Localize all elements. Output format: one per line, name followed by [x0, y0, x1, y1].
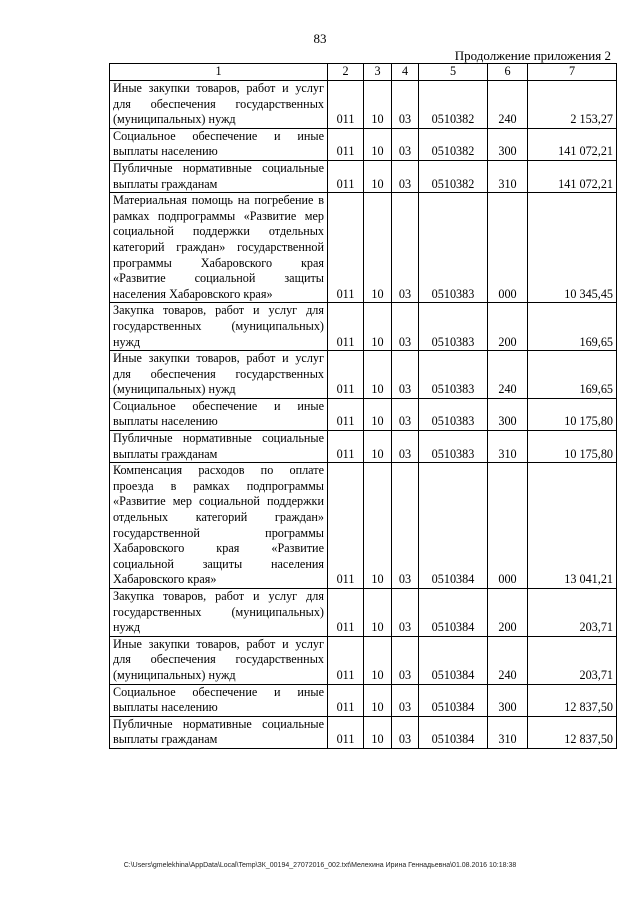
target-article-cell: 0510383 [419, 398, 488, 430]
table-row [110, 431, 617, 463]
subsection-cell: 03 [392, 351, 419, 399]
amount-cell: 10 175,80 [528, 431, 617, 463]
item-name-cell: Публичные нормативные социальные выплаты гражданам [110, 716, 328, 748]
ministry-code-cell: 011 [328, 351, 364, 399]
header-cell: 3 [364, 64, 392, 81]
file-path-footer: C:\Users\gmelekhina\AppData\Local\Temp\ЗК_00194_27072016_002.txt\Мелехина Ирина Геннадьевна\01.08.2016 10:18:38 [123, 862, 517, 869]
subsection-cell: 03 [392, 128, 419, 160]
table-row [110, 463, 617, 589]
item-name-cell: Закупка товаров, работ и услуг для государственных (муниципальных) нужд [110, 303, 328, 351]
target-article-cell: 0510384 [419, 684, 488, 716]
table-row [110, 684, 617, 716]
subsection-cell: 03 [392, 398, 419, 430]
table-row [110, 716, 617, 748]
ministry-code-cell: 011 [328, 193, 364, 303]
continuation-label: Продолжение приложения 2 [454, 48, 611, 63]
expense-type-cell: 310 [488, 431, 528, 463]
ministry-code-cell: 011 [328, 398, 364, 430]
amount-cell: 169,65 [528, 351, 617, 399]
table-row [110, 160, 617, 192]
target-article-cell: 0510382 [419, 128, 488, 160]
target-article-cell: 0510384 [419, 636, 488, 684]
amount-cell: 12 837,50 [528, 716, 617, 748]
amount-cell: 169,65 [528, 303, 617, 351]
table-row [110, 81, 617, 129]
table-row [110, 589, 617, 637]
item-name-cell: Иные закупки товаров, работ и услуг для обеспечения государственных (муниципальных) нужд [110, 636, 328, 684]
item-name-cell: Социальное обеспечение и иные выплаты населению [110, 684, 328, 716]
item-name-cell: Социальное обеспечение и иные выплаты населению [110, 398, 328, 430]
target-article-cell: 0510382 [419, 81, 488, 129]
expense-type-cell: 200 [488, 589, 528, 637]
subsection-cell: 03 [392, 463, 419, 589]
subsection-cell: 03 [392, 589, 419, 637]
budget-table [109, 63, 617, 749]
expense-type-cell: 240 [488, 81, 528, 129]
expense-type-cell: 240 [488, 351, 528, 399]
amount-cell: 2 153,27 [528, 81, 617, 129]
target-article-cell: 0510383 [419, 193, 488, 303]
item-name-cell: Иные закупки товаров, работ и услуг для обеспечения государственных (муниципальных) нужд [110, 81, 328, 129]
section-cell: 10 [364, 193, 392, 303]
subsection-cell: 03 [392, 303, 419, 351]
section-cell: 10 [364, 128, 392, 160]
amount-cell: 13 041,21 [528, 463, 617, 589]
section-cell: 10 [364, 81, 392, 129]
ministry-code-cell: 011 [328, 431, 364, 463]
item-name-cell: Закупка товаров, работ и услуг для государственных (муниципальных) нужд [110, 589, 328, 637]
target-article-cell: 0510384 [419, 589, 488, 637]
header-cell: 1 [110, 64, 328, 81]
subsection-cell: 03 [392, 160, 419, 192]
table-row [110, 193, 617, 303]
subsection-cell: 03 [392, 81, 419, 129]
item-name-cell: Публичные нормативные социальные выплаты гражданам [110, 160, 328, 192]
amount-cell: 141 072,21 [528, 128, 617, 160]
expense-type-cell: 300 [488, 684, 528, 716]
table-row [110, 351, 617, 399]
section-cell: 10 [364, 684, 392, 716]
expense-type-cell: 240 [488, 636, 528, 684]
subsection-cell: 03 [392, 636, 419, 684]
table-row [110, 636, 617, 684]
section-cell: 10 [364, 351, 392, 399]
amount-cell: 10 175,80 [528, 398, 617, 430]
subsection-cell: 03 [392, 431, 419, 463]
expense-type-cell: 310 [488, 716, 528, 748]
target-article-cell: 0510383 [419, 351, 488, 399]
section-cell: 10 [364, 636, 392, 684]
section-cell: 10 [364, 431, 392, 463]
expense-type-cell: 000 [488, 193, 528, 303]
section-cell: 10 [364, 303, 392, 351]
ministry-code-cell: 011 [328, 160, 364, 192]
subsection-cell: 03 [392, 684, 419, 716]
amount-cell: 203,71 [528, 589, 617, 637]
amount-cell: 141 072,21 [528, 160, 617, 192]
amount-cell: 10 345,45 [528, 193, 617, 303]
subsection-cell: 03 [392, 716, 419, 748]
target-article-cell: 0510383 [419, 303, 488, 351]
item-name-cell: Иные закупки товаров, работ и услуг для обеспечения государственных (муниципальных) нужд [110, 351, 328, 399]
section-cell: 10 [364, 716, 392, 748]
target-article-cell: 0510382 [419, 160, 488, 192]
amount-cell: 12 837,50 [528, 684, 617, 716]
header-row [110, 64, 617, 81]
table-row [110, 398, 617, 430]
table-row [110, 128, 617, 160]
item-name-cell: Материальная помощь на погребение в рамках подпрограммы «Развитие мер социальной поддержки отдельных категорий граждан» государственной программы Хабаровского края «Развитие социальной защиты населения Хабаровского края» [110, 193, 328, 303]
item-name-cell: Компенсация расходов по оплате проезда в рамках подпрограммы «Развитие мер социальной поддержки отдельных категорий граждан» государственной программы Хабаровского края «Развитие социальной защиты населения Хабаровского края» [110, 463, 328, 589]
expense-type-cell: 300 [488, 128, 528, 160]
ministry-code-cell: 011 [328, 636, 364, 684]
table-row [110, 303, 617, 351]
target-article-cell: 0510383 [419, 431, 488, 463]
ministry-code-cell: 011 [328, 463, 364, 589]
header-cell: 7 [528, 64, 617, 81]
target-article-cell: 0510384 [419, 463, 488, 589]
expense-type-cell: 200 [488, 303, 528, 351]
expense-type-cell: 310 [488, 160, 528, 192]
ministry-code-cell: 011 [328, 128, 364, 160]
ministry-code-cell: 011 [328, 81, 364, 129]
header-cell: 5 [419, 64, 488, 81]
subsection-cell: 03 [392, 193, 419, 303]
ministry-code-cell: 011 [328, 589, 364, 637]
section-cell: 10 [364, 589, 392, 637]
expense-type-cell: 300 [488, 398, 528, 430]
header-cell: 6 [488, 64, 528, 81]
expense-type-cell: 000 [488, 463, 528, 589]
target-article-cell: 0510384 [419, 716, 488, 748]
item-name-cell: Публичные нормативные социальные выплаты гражданам [110, 431, 328, 463]
page-number: 83 [313, 31, 327, 46]
header-cell: 4 [392, 64, 419, 81]
section-cell: 10 [364, 463, 392, 589]
ministry-code-cell: 011 [328, 716, 364, 748]
section-cell: 10 [364, 160, 392, 192]
section-cell: 10 [364, 398, 392, 430]
ministry-code-cell: 011 [328, 684, 364, 716]
ministry-code-cell: 011 [328, 303, 364, 351]
item-name-cell: Социальное обеспечение и иные выплаты населению [110, 128, 328, 160]
header-cell: 2 [328, 64, 364, 81]
amount-cell: 203,71 [528, 636, 617, 684]
